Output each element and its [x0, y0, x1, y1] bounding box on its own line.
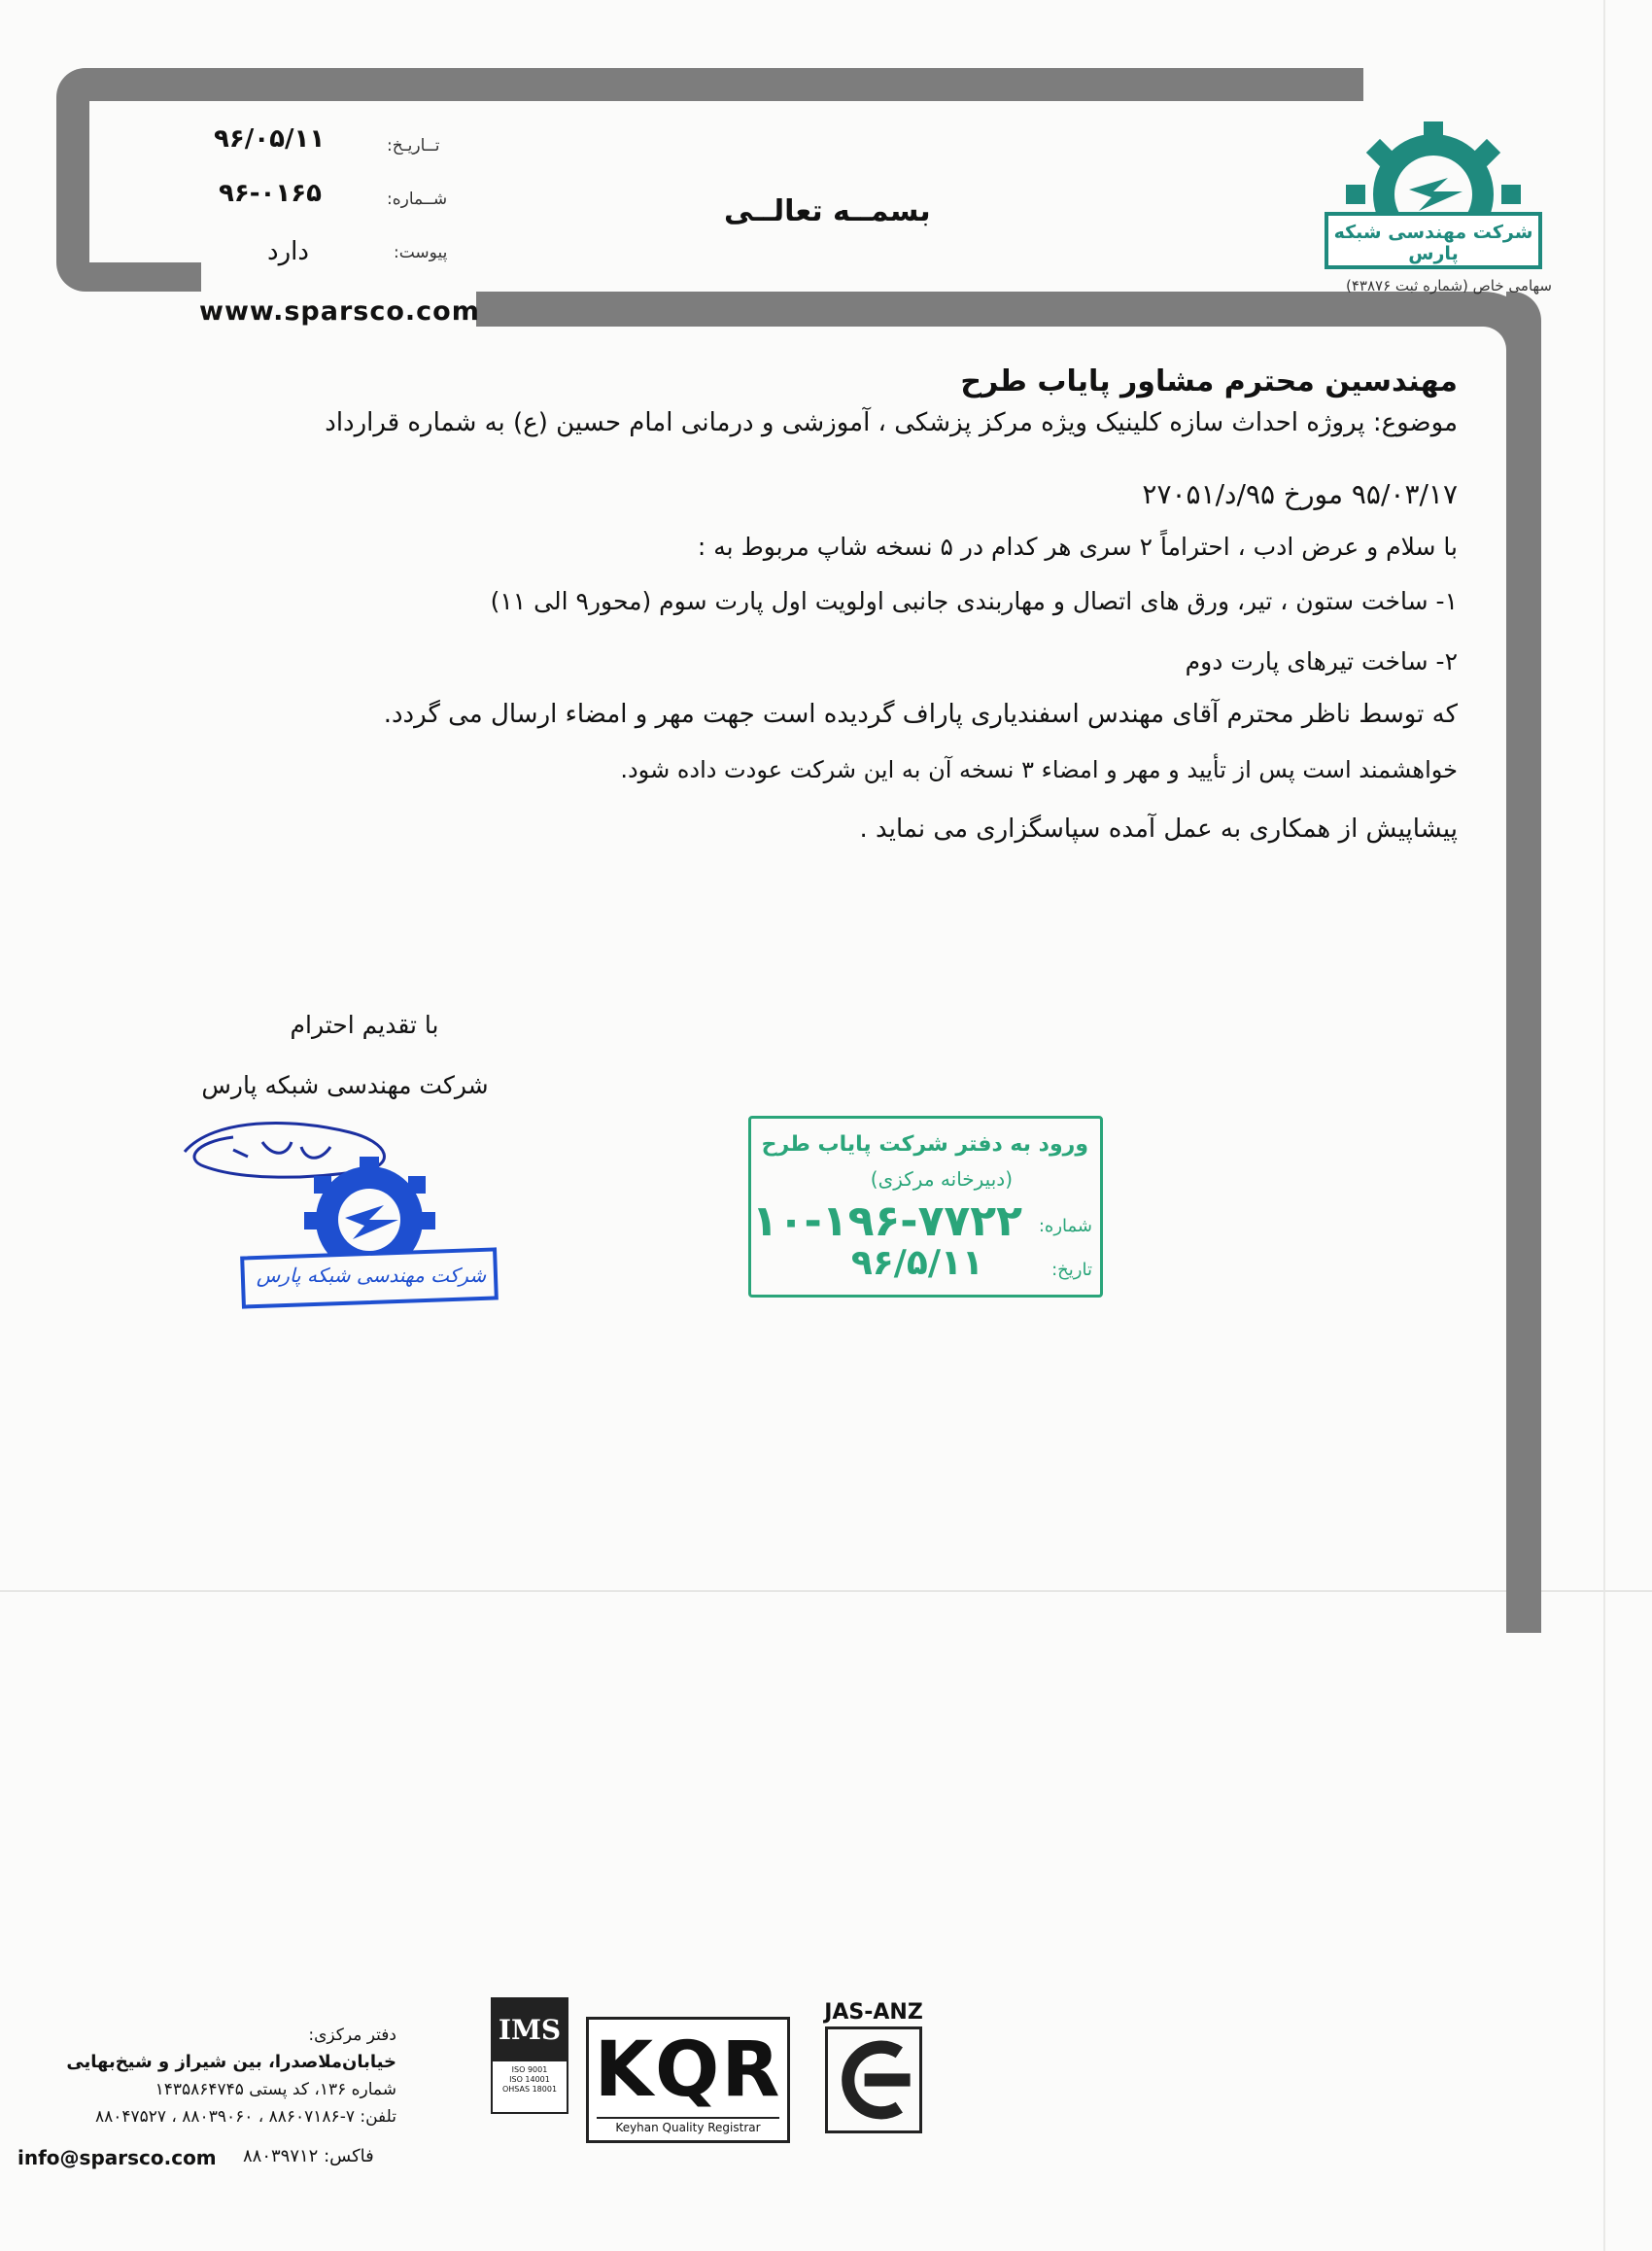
subject-line-2: ۹۵/۰۳/۱۷ مورخ ۹۵/د/۲۷۰۵۱ [1142, 478, 1458, 510]
footer-address [17, 2022, 396, 2130]
jas-anz-certificate-logo [816, 2000, 931, 2146]
kqr-logo-text: KQR [594, 2026, 782, 2114]
frame-middle-bar [89, 262, 201, 292]
paper-fold [0, 1590, 1652, 1592]
receipt-date-value: ۹۶/۵/۱۱ [850, 1243, 983, 1283]
closing-regards: با تقدیم احترام [290, 1011, 439, 1039]
date-value: ۹۶/۰۵/۱۱ [214, 124, 326, 154]
paragraph-3: پیشاپیش از همکاری به عمل آمده سپاسگزاری می نماید . [859, 814, 1458, 844]
frame-right-bar [1506, 292, 1541, 1633]
list-item-2: ۲- ساخت تیرهای پارت دوم [1185, 647, 1458, 675]
receipt-number-label: شماره: [1038, 1216, 1092, 1236]
list-item-1: ۱- ساخت ستون ، تیر، ورق های اتصال و مهاربندی جانبی اولویت اول پارت سوم (محور۹ الی ۱۱) [490, 587, 1458, 615]
jas-anz-emblem [825, 2026, 922, 2133]
recipient-line: مهندسین محترم مشاور پایاب طرح [960, 364, 1458, 398]
receipt-number-value: ۱۰-۱۹۶-۷۷۲۲ [751, 1196, 1022, 1246]
registration-number: سهامی خاص (شماره ثبت ۴۳۸۷۶) [1346, 277, 1552, 294]
company-gear-logo [1317, 121, 1550, 292]
phone-numbers: تلفن: ۷-۸۸۶۰۷۱۸۶ ، ۸۸۰۳۹۰۶۰ ، ۸۸۰۴۷۵۲۷ [94, 2107, 396, 2127]
paragraph-2: خواهشمند است پس از تأیید و مهر و امضاء ۳ نسخه آن به این شرکت عودت داده شود. [620, 756, 1458, 783]
receipt-stamp-title: ورود به دفتر شرکت پایاب طرح [761, 1132, 1088, 1157]
date-label: تــاریـخ: [387, 136, 440, 156]
company-stamp [238, 1152, 500, 1312]
receipt-date-label: تاریخ: [1051, 1260, 1092, 1280]
receipt-stamp [748, 1116, 1103, 1298]
subject-line-1: موضوع: پروژه احداث سازه کلینیک ویژه مرکز پزشکی ، آموزشی و درمانی امام حسین (ع) به شماره قرارداد [325, 408, 1458, 437]
greeting-paragraph: با سلام و عرض ادب ، احتراماً ۲ سری هر کدام در ۵ نسخه شاپ مربوط به : [697, 533, 1458, 561]
frame-left-bar [56, 68, 89, 292]
frame-top-bar [56, 68, 1363, 101]
ims-certificate-logo [491, 1997, 568, 2114]
contact-email[interactable]: info@sparsco.com [17, 2146, 217, 2169]
receipt-stamp-subtitle: (دبیرخانه مرکزی) [870, 1167, 1013, 1191]
attachment-value: دارد [267, 237, 309, 266]
postal-code: شماره ۱۳۶، کد پستی ۱۴۳۵۸۶۴۷۴۵ [155, 2080, 396, 2099]
paper-edge [1603, 0, 1605, 2251]
jas-anz-emblem-icon [828, 2029, 919, 2130]
jas-anz-title: JAS-ANZ [824, 2000, 923, 2025]
closing-company: شرکت مهندسی شبکه پارس [201, 1071, 489, 1099]
stamp-company-name: شرکت مهندسی شبکه پارس [256, 1264, 487, 1287]
office-address: خیابان‌ملاصدرا، بین شیراز و شیخ‌بهایی [66, 2052, 396, 2072]
frame-middle-bar-right [476, 292, 1506, 327]
number-value: ۹۶-۰۱۶۵ [219, 179, 323, 208]
office-label: دفتر مرکزی: [308, 2026, 396, 2045]
kqr-certificate-logo [586, 2017, 790, 2143]
fax-number: فاکس: ۸۸۰۳۹۷۱۲ [243, 2146, 374, 2166]
number-label: شــماره: [387, 190, 448, 209]
ims-logo-fineprint: ISO 9001 ISO 14001 OHSAS 18001 [501, 2065, 558, 2094]
kqr-logo-subtitle: Keyhan Quality Registrar [597, 2117, 779, 2134]
logo-company-name: شرکت مهندسی شبکه پارس [1333, 222, 1533, 264]
basmala-heading: بسمــه تعالــی [724, 194, 931, 228]
paragraph-1: که توسط ناظر محترم آقای مهندس اسفندیاری پاراف گردیده است جهت مهر و امضاء ارسال می گردد. [383, 700, 1458, 729]
attachment-label: پیوست: [394, 243, 448, 262]
ims-logo-text: IMS [493, 1999, 567, 2061]
website-url[interactable]: www.sparsco.com [199, 296, 480, 327]
